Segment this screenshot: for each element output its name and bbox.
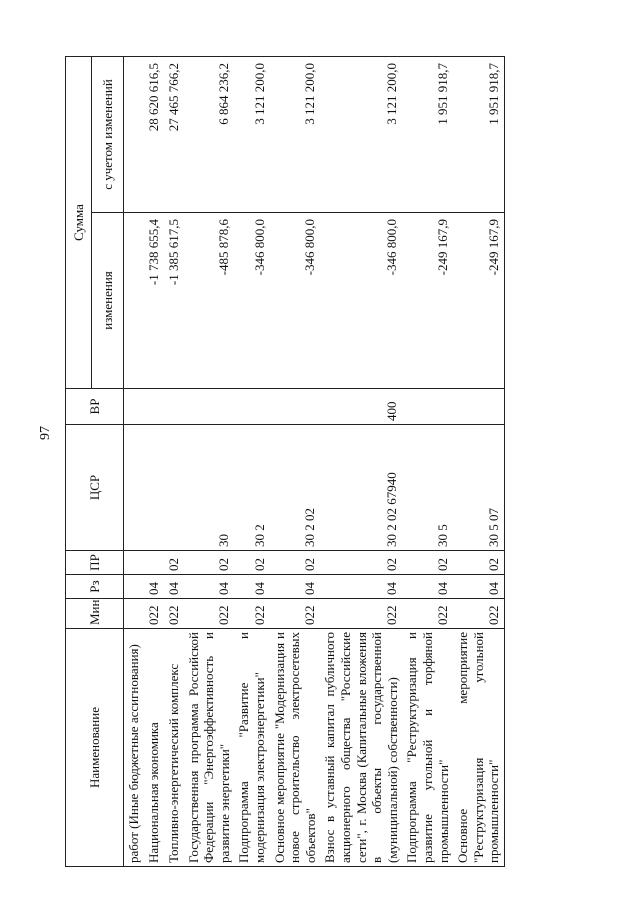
row-rz: 04 <box>234 575 269 599</box>
row-csr: 30 5 <box>402 425 453 551</box>
table-row <box>124 57 144 867</box>
row-change: -249 167,9 <box>402 213 453 389</box>
row-total: 3 121 200,0 <box>270 57 321 213</box>
row-min: 022 <box>453 599 504 629</box>
row-vr <box>234 389 269 425</box>
row-change: -346 800,0 <box>234 213 269 389</box>
row-csr: 30 <box>184 425 235 551</box>
row-total: 1 951 918,7 <box>453 57 504 213</box>
row-min: 022 <box>164 599 184 629</box>
row-rz: 04 <box>164 575 184 599</box>
row-min: 022 <box>184 599 235 629</box>
row-name: Основное мероприятие "Реструктуризация угольной промышленности" <box>453 629 504 867</box>
row-name: Основное мероприятие "Модернизация и новое строительство электросетевых объектов" <box>270 629 321 867</box>
table-row <box>164 57 184 867</box>
row-csr <box>164 425 184 551</box>
header-min: Мин <box>66 599 124 629</box>
row-min: 022 <box>402 599 453 629</box>
row-pr: 02 <box>184 551 235 575</box>
row-total: 28 620 616,5 <box>144 57 164 213</box>
row-rz <box>124 575 144 599</box>
row-name: Национальная экономика <box>144 629 164 867</box>
row-change: -346 800,0 <box>320 213 402 389</box>
row-change: -1 385 617,5 <box>164 213 184 389</box>
row-pr: 02 <box>320 551 402 575</box>
row-total <box>124 57 144 213</box>
row-name: Подпрограмма "Реструктуризация и развитие угольной и торфяной промышленности" <box>402 629 453 867</box>
header-rz: Рз <box>66 575 124 599</box>
row-vr <box>402 389 453 425</box>
row-total: 27 465 766,2 <box>164 57 184 213</box>
row-vr <box>270 389 321 425</box>
header-pr: ПР <box>66 551 124 575</box>
row-rz: 04 <box>184 575 235 599</box>
row-change <box>124 213 144 389</box>
header-with-changes: с учетом изменений <box>92 57 124 213</box>
row-vr <box>453 389 504 425</box>
header-csr: ЦСР <box>66 425 124 551</box>
table-row <box>234 57 269 867</box>
row-rz: 04 <box>270 575 321 599</box>
row-pr <box>144 551 164 575</box>
header-changes: изменения <box>92 213 124 389</box>
row-change: -485 878,6 <box>184 213 235 389</box>
row-rz: 04 <box>453 575 504 599</box>
row-vr: 400 <box>320 389 402 425</box>
row-csr: 30 5 07 <box>453 425 504 551</box>
page-number: 97 <box>38 426 53 440</box>
row-total: 3 121 200,0 <box>234 57 269 213</box>
row-total: 6 864 236,2 <box>184 57 235 213</box>
row-csr: 30 2 02 67940 <box>320 425 402 551</box>
row-min <box>124 599 144 629</box>
header-name: Наименование <box>66 629 124 867</box>
row-change: -346 800,0 <box>270 213 321 389</box>
row-pr: 02 <box>234 551 269 575</box>
row-pr: 02 <box>164 551 184 575</box>
header-vr: ВР <box>66 389 124 425</box>
row-csr <box>144 425 164 551</box>
row-name: Топливно-энергетический комплекс <box>164 629 184 867</box>
table-row <box>320 57 402 867</box>
row-pr: 02 <box>270 551 321 575</box>
table-row <box>270 57 321 867</box>
row-vr <box>164 389 184 425</box>
row-csr: 30 2 <box>234 425 269 551</box>
row-vr <box>124 389 144 425</box>
row-change: -249 167,9 <box>453 213 504 389</box>
row-pr: 02 <box>402 551 453 575</box>
table-row <box>184 57 235 867</box>
row-vr <box>144 389 164 425</box>
row-min: 022 <box>320 599 402 629</box>
table-row <box>453 57 504 867</box>
row-pr: 02 <box>453 551 504 575</box>
row-vr <box>184 389 235 425</box>
row-csr <box>124 425 144 551</box>
row-total: 3 121 200,0 <box>320 57 402 213</box>
table-row <box>144 57 164 867</box>
row-pr <box>124 551 144 575</box>
budget-table <box>65 56 505 867</box>
row-rz: 04 <box>402 575 453 599</box>
row-name: работ (Иные бюджетные ассигнования) <box>124 629 144 867</box>
budget-table-rotated <box>65 57 575 867</box>
row-min: 022 <box>270 599 321 629</box>
row-csr: 30 2 02 <box>270 425 321 551</box>
row-min: 022 <box>144 599 164 629</box>
header-sum: Сумма <box>66 57 92 389</box>
row-rz: 04 <box>320 575 402 599</box>
row-total: 1 951 918,7 <box>402 57 453 213</box>
row-change: -1 738 655,4 <box>144 213 164 389</box>
table-body <box>124 57 505 867</box>
row-min: 022 <box>234 599 269 629</box>
row-name: Взнос в уставный капитал публичного акционерного общества "Российские сети", г. Москва (Капитальные вложения в объекты государственной (муниципальной) собственности) <box>320 629 402 867</box>
row-rz: 04 <box>144 575 164 599</box>
row-name: Государственная программа Российской Федерации "Энергоэффективность и развитие энергетики" <box>184 629 235 867</box>
row-name: Подпрограмма "Развитие и модернизация электроэнергетики" <box>234 629 269 867</box>
table-header <box>66 57 124 867</box>
table-row <box>402 57 453 867</box>
